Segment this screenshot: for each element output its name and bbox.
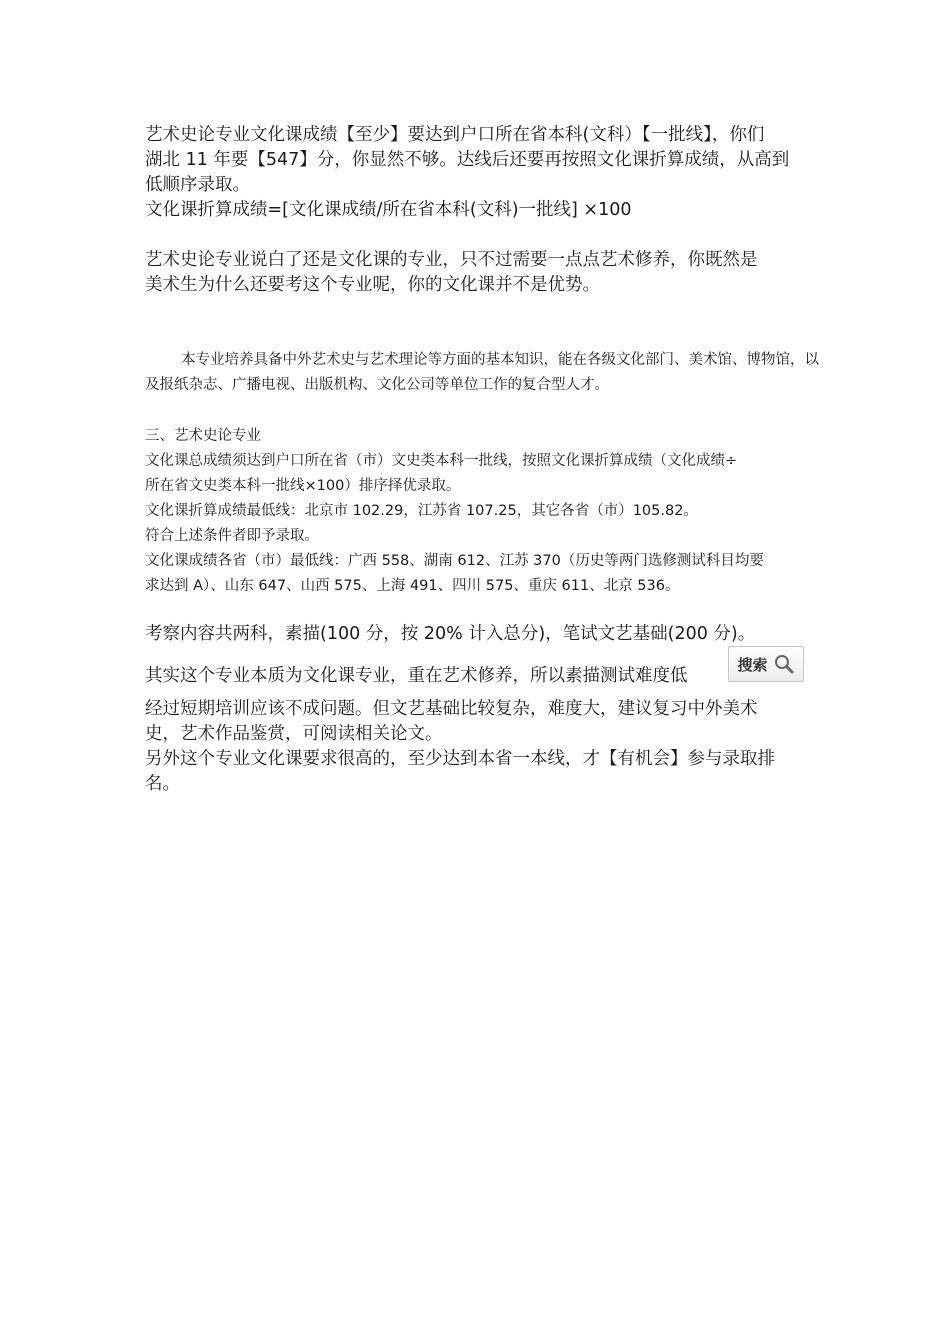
section-admission-requirement (145, 123, 815, 223)
paragraph-line: 低顺序录取。 (145, 175, 250, 195)
paragraph-line: 经过短期培训应该不成问题。但文艺基础比较复杂，难度大，建议复习中外美术 (145, 699, 758, 719)
paragraph-line: 艺术史论专业说白了还是文化课的专业，只不过需要一点点艺术修养，你既然是 (145, 250, 758, 270)
section-advice (145, 248, 815, 298)
paragraph-line: 求达到 A）、山东 647、山西 575、上海 491、四川 575、重庆 611、北京 536。 (145, 578, 680, 594)
section-program-description (145, 348, 825, 398)
section-heading: 三、艺术史论专业 (145, 428, 261, 444)
section-preparation-advice (145, 697, 815, 797)
paragraph-text: 本专业培养具备中外艺术史与艺术理论等方面的基本知识，能在各级文化部门、美术馆、博物馆，以及报纸杂志、广播电视、出版机构、文化公司等单位工作的复合型人才。 (145, 352, 819, 393)
magnifier-icon (773, 653, 795, 675)
paragraph-line: 另外这个专业文化课要求很高的，至少达到本省一本线，才【有机会】参与录取排 (145, 749, 775, 769)
paragraph-line: 名。 (145, 774, 180, 794)
section-nature-of-major (145, 664, 730, 689)
section-exam-content (145, 622, 815, 647)
paragraph-line: 艺术史论专业文化课成绩【至少】要达到户口所在省本科(文科）【一批线】，你们 (145, 125, 765, 145)
paragraph-line: 史，艺术作品鉴赏，可阅读相关论文。 (145, 724, 443, 744)
section-admission-rules (145, 424, 815, 599)
paragraph-line: 符合上述条件者即予录取。 (145, 528, 319, 544)
paragraph-line: 所在省文史类本科一批线×100）排序择优录取。 (145, 478, 461, 494)
paragraph-line: 美术生为什么还要考这个专业呢，你的文化课并不是优势。 (145, 275, 600, 295)
search-button-label: 搜索 (737, 655, 768, 674)
paragraph-line: 文化课总成绩须达到户口所在省（市）文史类本科一批线，按照文化课折算成绩（文化成绩÷ (145, 453, 738, 469)
paragraph-line: 其实这个专业本质为文化课专业，重在艺术修养，所以素描测试难度低 (145, 666, 688, 686)
paragraph-line: 文化课成绩各省（市）最低线：广西 558、湖南 612、江苏 370（历史等两门选修测试科目均要 (145, 553, 764, 569)
paragraph-line: 考察内容共两科，素描(100 分，按 20% 计入总分)，笔试文艺基础(200 分)。 (145, 624, 756, 644)
paragraph-line: 湖北 11 年要【547】分，你显然不够。达线后还要再按照文化课折算成绩，从高到 (145, 150, 790, 170)
formula-line: 文化课折算成绩=[文化课成绩/所在省本科(文科)一批线] ×100 (145, 200, 632, 220)
search-button[interactable] (728, 646, 804, 682)
paragraph-line: 文化课折算成绩最低线：北京市 102.29，江苏省 107.25，其它各省（市）105.82。 (145, 503, 698, 519)
